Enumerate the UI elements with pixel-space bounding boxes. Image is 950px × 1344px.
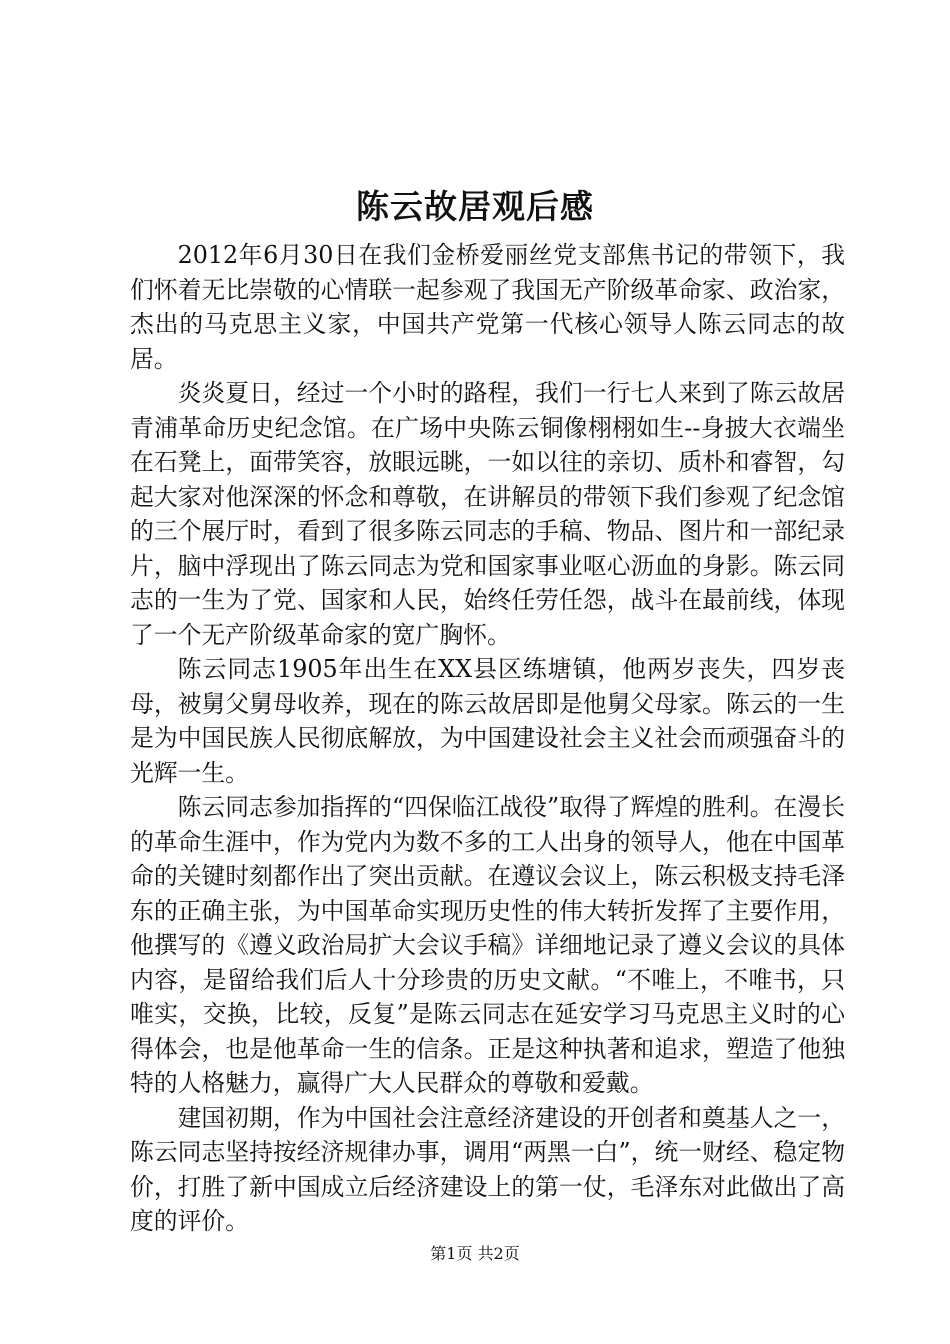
paragraph-1: 2012年6月30日在我们金桥爱丽丝党支部焦书记的带领下，我们怀着无比崇敬的心情联一起参观了我国无产阶级革命家、政治家，杰出的马克思主义家，中国共产党第一代核心领导人陈云同志的故居。 bbox=[130, 241, 845, 373]
page-number-footer: 第1页 共2页 bbox=[430, 1244, 520, 1263]
document-title: 陈云故居观后感 bbox=[356, 187, 594, 226]
paragraph-2: 炎炎夏日，经过一个小时的路程，我们一行七人来到了陈云故居青浦革命历史纪念馆。在广场中央陈云铜像栩栩如生--身披大衣端坐在石凳上，面带笑容，放眼远眺，一如以往的亲切、质朴和睿智，勾起大家对他深深的怀念和尊敬，在讲解员的带领下我们参观了纪念馆的三个展厅时，看到了很多陈云同志的手稿、物品、图片和一部纪录片，脑中浮现出了陈云同志为党和国家事业呕心沥血的身影。陈云同志的一生为了党、国家和人民，始终任劳任怨，战斗在最前线，体现了一个无产阶级革命家的宽广胸怀。 bbox=[130, 379, 845, 649]
paragraph-3: 陈云同志1905年出生在XX县区练塘镇，他两岁丧失，四岁丧母，被舅父舅母收养，现在的陈云故居即是他舅父母家。陈云的一生是为中国民族人民彻底解放，为中国建设社会主义社会而顽强奋斗的光辉一生。 bbox=[130, 655, 845, 787]
paragraph-4: 陈云同志参加指挥的“四保临江战役”取得了辉煌的胜利。在漫长的革命生涯中，作为党内为数不多的工人出身的领导人，他在中国革命的关键时刻都作出了突出贡献。在遵议会议上，陈云积极支持毛泽东的正确主张，为中国革命实现历史性的伟大转折发挥了主要作用，他撰写的《遵义政治局扩大会议手稿》详细地记录了遵义会议的具体内容，是留给我们后人十分珍贵的历史文献。“不唯上，不唯书，只唯实，交换，比较，反复”是陈云同志在延安学习马克思主义时的心得体会，也是他革命一生的信条。正是这种执著和追求，塑造了他独特的人格魅力，赢得广大人民群众的尊敬和爱戴。 bbox=[130, 793, 845, 1097]
paragraph-5: 建国初期，作为中国社会注意经济建设的开创者和奠基人之一，陈云同志坚持按经济规律办事，调用“两黑一白”，统一财经、稳定物价，打胜了新中国成立后经济建设上的第一仗，毛泽东对此做出了高度的评价。 bbox=[130, 1103, 845, 1235]
document-body bbox=[130, 238, 845, 1239]
